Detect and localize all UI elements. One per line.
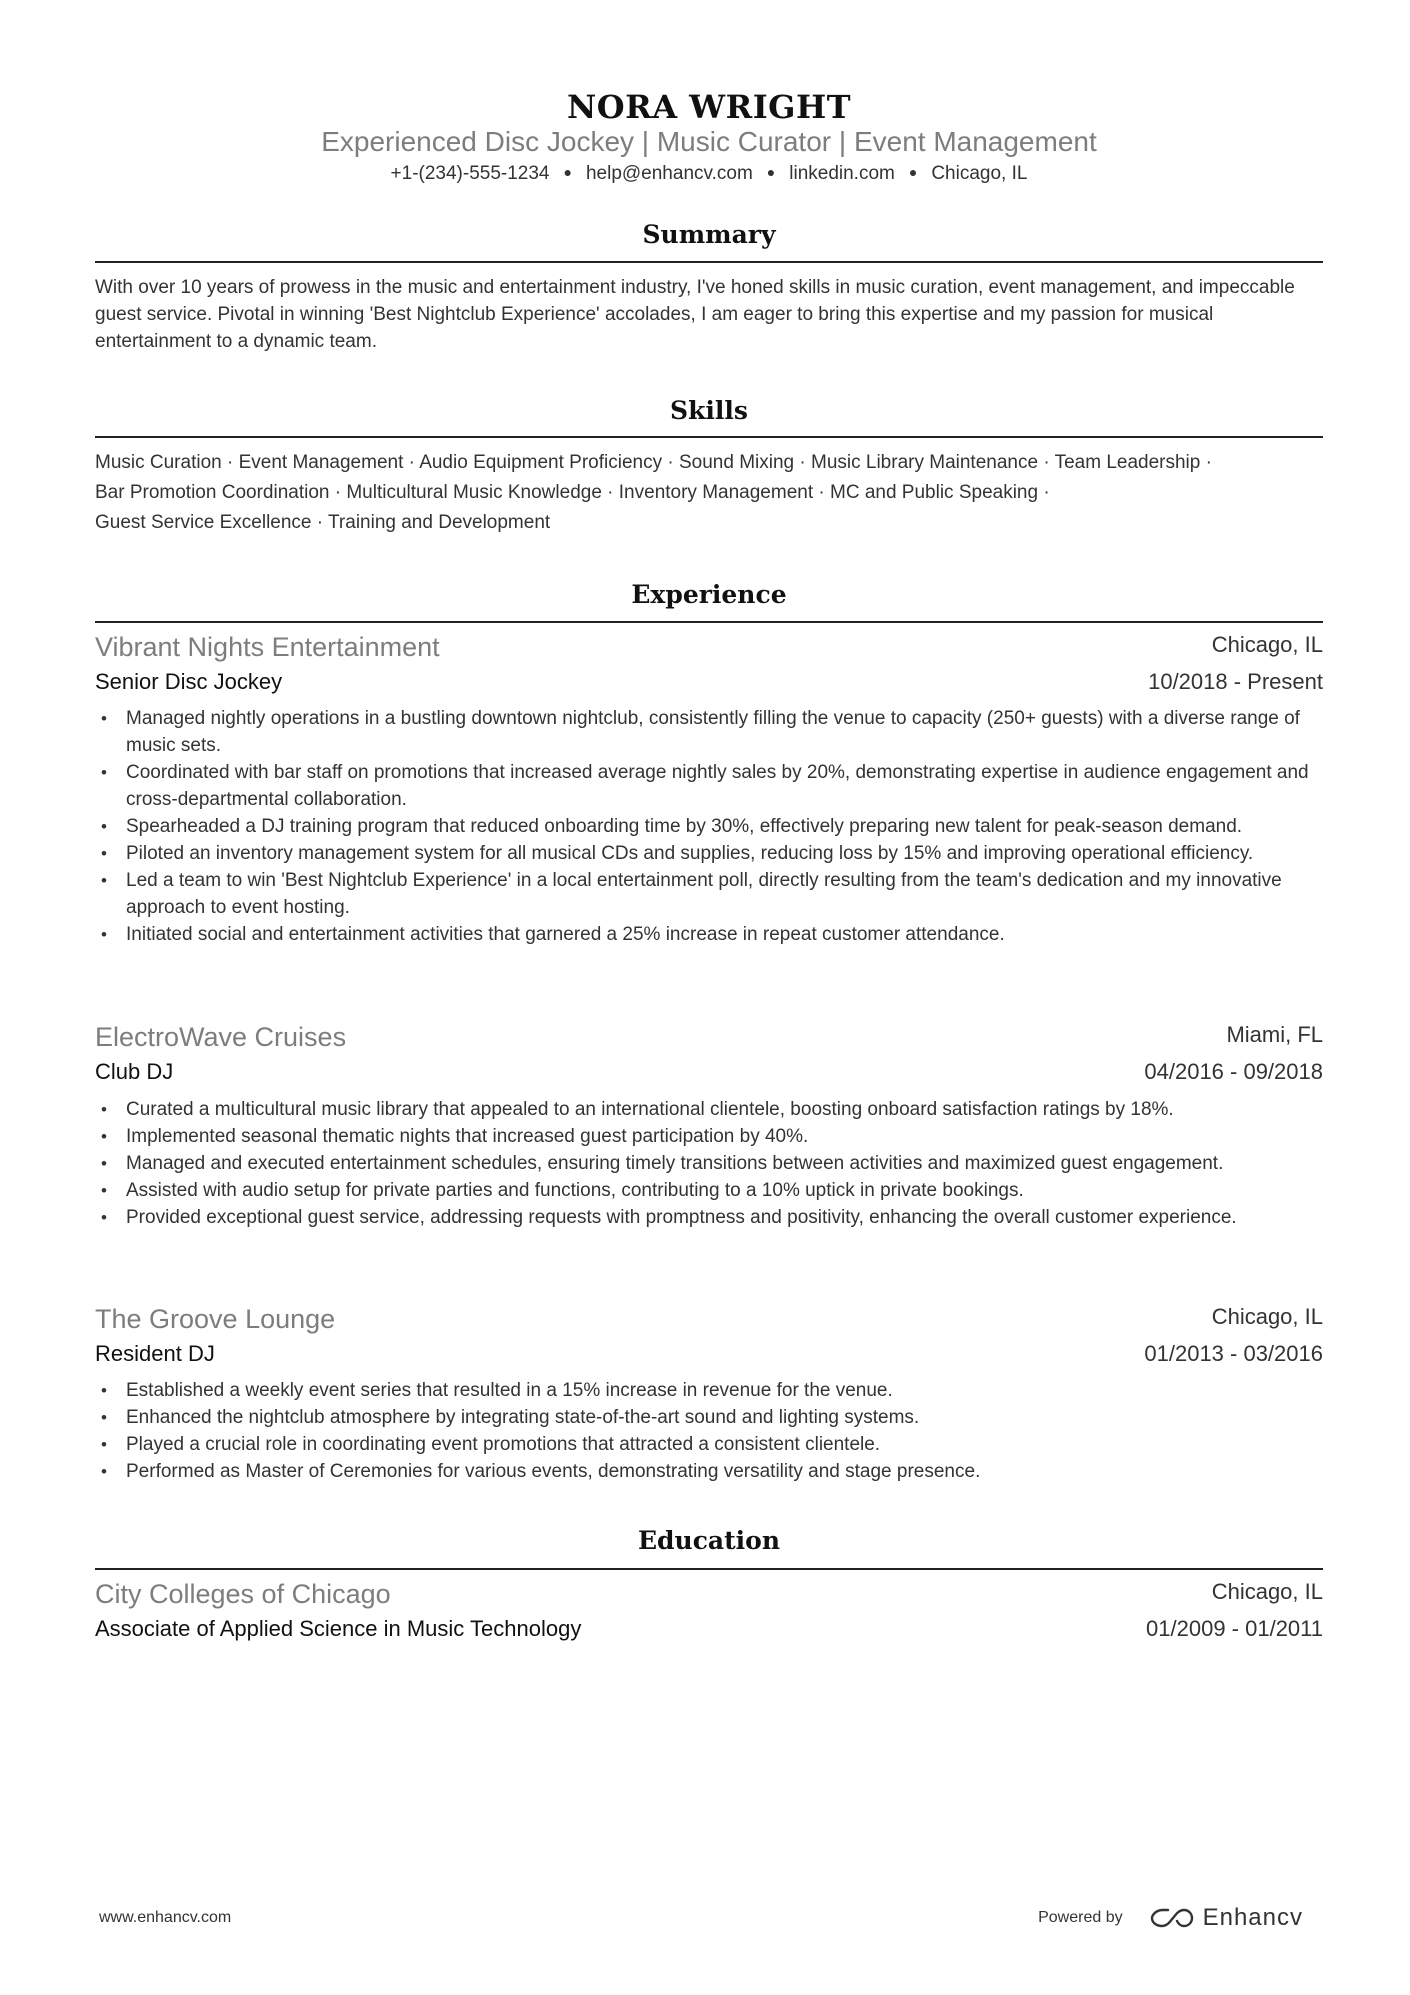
powered-by-label: Powered by	[1038, 1909, 1123, 1926]
bullet-separator: ●	[908, 164, 918, 180]
list-item: • Managed and executed entertainment schedules, ensuring timely transitions between activities and maximized guest engagement.	[95, 1150, 1323, 1177]
job-title: Senior Disc Jockey	[95, 669, 283, 694]
job-bullets	[95, 1096, 1323, 1231]
powered-by	[1038, 1898, 1303, 1938]
email-link[interactable]: help@enhancv.com	[585, 163, 753, 184]
list-item: • Assisted with audio setup for private parties and functions, contributing to a 10% uptick in private bookings.	[95, 1177, 1323, 1204]
list-item: • Piloted an inventory management system for all musical CDs and supplies, reducing loss by 15% and improving operational efficiency.	[95, 840, 1323, 867]
job-location: Miami, FL	[1226, 1022, 1323, 1047]
list-item: • Curated a multicultural music library that appealed to an international clientele, boosting onboard satisfaction ratings by 18%.	[95, 1096, 1323, 1123]
list-item: • Performed as Master of Ceremonies for various events, demonstrating versatility and stage presence.	[95, 1458, 1323, 1485]
phone-number: +1-(234)-555-1234	[390, 163, 550, 184]
list-item: • Played a crucial role in coordinating event promotions that attracted a consistent clientele.	[95, 1431, 1323, 1458]
section-divider	[95, 1568, 1323, 1570]
skills-line: Bar Promotion Coordination · Multicultural Music Knowledge · Inventory Management · MC and Public Speaking ·	[95, 482, 1050, 503]
list-item: • Spearheaded a DJ training program that reduced onboarding time by 30%, effectively preparing new talent for peak-season demand.	[95, 813, 1323, 840]
skills-heading: Skills	[670, 396, 748, 425]
contact-line	[95, 163, 1323, 185]
company-name: ElectroWave Cruises	[95, 1022, 347, 1052]
education-heading: Education	[637, 1526, 781, 1555]
bullet-separator: ●	[563, 164, 572, 180]
school-location: Chicago, IL	[1211, 1579, 1323, 1604]
section-divider	[95, 621, 1323, 623]
brand-name[interactable]: Enhancv	[1202, 1904, 1303, 1931]
education-subheader	[95, 1616, 1323, 1650]
bullet-separator: ●	[766, 164, 776, 180]
skills-line: Music Curation · Event Management · Audio Equipment Proficiency · Sound Mixing · Music Library Maintenance · Team Leadership ·	[95, 452, 1212, 473]
list-item: • Enhanced the nightclub atmosphere by integrating state-of-the-art sound and lighting systems.	[95, 1404, 1323, 1431]
job-dates: 10/2018 - Present	[1148, 669, 1323, 694]
job-bullets	[95, 1377, 1323, 1485]
enhancv-logo-icon	[1149, 1905, 1195, 1931]
job-dates: 04/2016 - 09/2018	[1144, 1059, 1323, 1084]
candidate-name: NORA WRIGHT	[566, 88, 852, 126]
job-subheader	[95, 1341, 1323, 1375]
skills-list	[95, 448, 1323, 538]
section-divider	[95, 436, 1323, 438]
job-title: Resident DJ	[95, 1341, 215, 1366]
job-location: Chicago, IL	[1211, 1304, 1323, 1329]
website-link[interactable]: www.enhancv.com	[99, 1909, 232, 1926]
education-dates: 01/2009 - 01/2011	[1146, 1616, 1323, 1641]
job-title: Club DJ	[95, 1059, 174, 1084]
location: Chicago, IL	[931, 163, 1028, 184]
list-item: • Provided exceptional guest service, addressing requests with promptness and positivity, enhancing the overall customer experience.	[95, 1204, 1323, 1231]
job-subheader	[95, 1059, 1323, 1093]
summary-heading: Summary	[642, 220, 776, 249]
candidate-tagline: Experienced Disc Jockey | Music Curator | Event Management	[321, 126, 1097, 157]
list-item: • Implemented seasonal thematic nights that increased guest participation by 40%.	[95, 1123, 1323, 1150]
summary-text: With over 10 years of prowess in the music and entertainment industry, I've honed skills in music curation, event management, and impeccable guest service. Pivotal in winning 'Best Nightclub Experience' accolades, I am eager to bring this expertise and my passion for musical entertainment to a dynamic team.	[95, 277, 1295, 352]
job-subheader	[95, 669, 1323, 703]
linkedin-link[interactable]: linkedin.com	[789, 163, 895, 184]
list-item: • Initiated social and entertainment activities that garnered a 25% increase in repeat customer attendance.	[95, 921, 1323, 948]
job-dates: 01/2013 - 03/2016	[1144, 1341, 1323, 1366]
school-name: City Colleges of Chicago	[95, 1579, 391, 1609]
company-name: The Groove Lounge	[95, 1304, 336, 1334]
list-item: • Led a team to win 'Best Nightclub Experience' in a local entertainment poll, directly resulting from the team's dedication and my innovative approach to event hosting.	[95, 867, 1323, 921]
skills-line: Guest Service Excellence · Training and Development	[95, 512, 551, 533]
list-item: • Coordinated with bar staff on promotions that increased average nightly sales by 20%, demonstrating expertise in audience engagement and cross-departmental collaboration.	[95, 759, 1323, 813]
job-header	[95, 632, 1323, 666]
job-location: Chicago, IL	[1211, 632, 1323, 657]
job-bullets	[95, 705, 1323, 948]
company-name: Vibrant Nights Entertainment	[95, 632, 440, 662]
job-header	[95, 1022, 1323, 1056]
education-header	[95, 1579, 1323, 1613]
list-item: • Established a weekly event series that resulted in a 15% increase in revenue for the venue.	[95, 1377, 1323, 1404]
list-item: • Managed nightly operations in a bustling downtown nightclub, consistently filling the venue to capacity (250+ guests) with a diverse range of music sets.	[95, 705, 1323, 759]
job-header	[95, 1304, 1323, 1338]
degree: Associate of Applied Science in Music Technology	[95, 1616, 582, 1641]
section-divider	[95, 261, 1323, 263]
experience-heading: Experience	[631, 580, 787, 609]
